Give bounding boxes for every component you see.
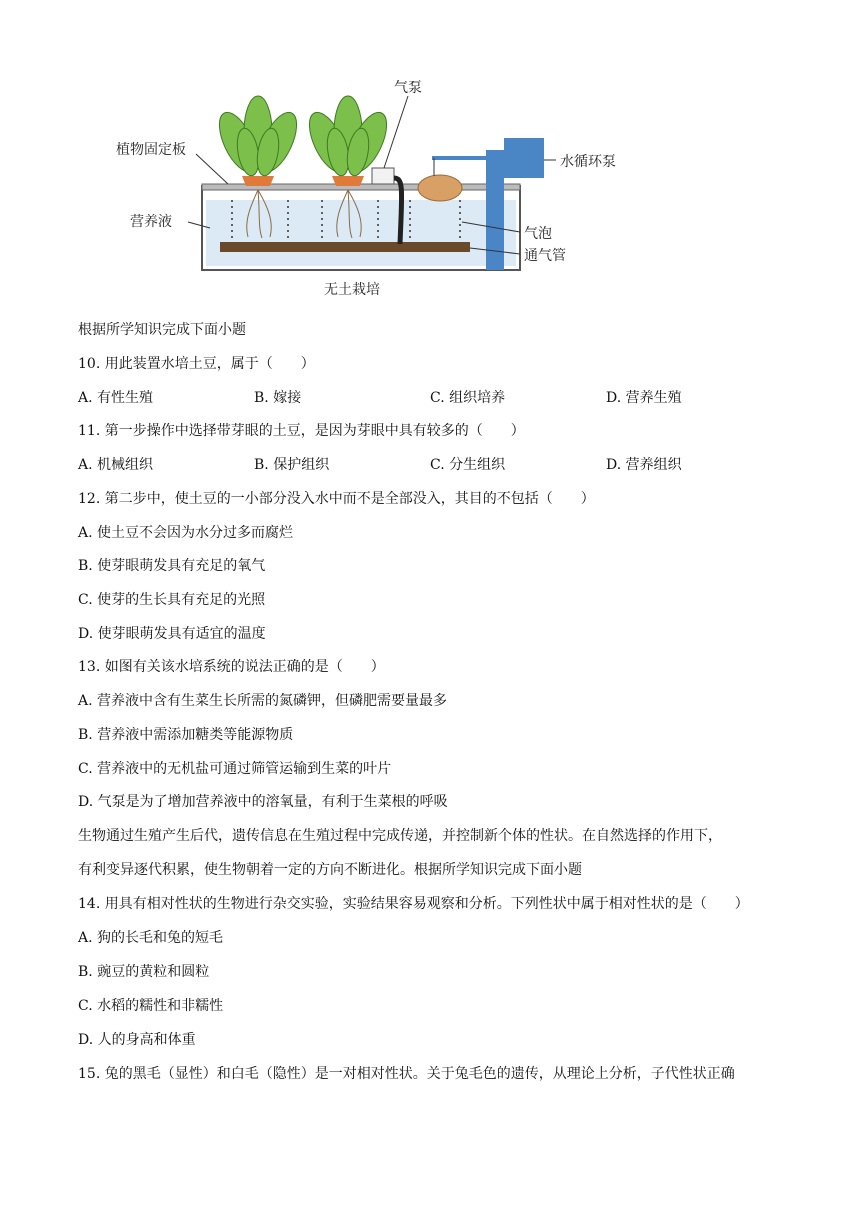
q10-option-a: A. 有性生殖 [78,390,154,406]
q12-option-b: B. 使芽眼萌发具有充足的氧气 [78,558,266,574]
q13-option-d: D. 气泵是为了增加营养液中的溶氧量，有利于生菜根的呼吸 [78,794,448,810]
q14-option-a: A. 狗的长毛和兔的短毛 [78,930,224,946]
label-water-pump: 水循环泵 [560,154,616,170]
q12-option-c: C. 使芽的生长具有充足的光照 [78,592,266,608]
hydroponics-figure [110,72,650,304]
potato-shape [418,175,462,201]
q11-option-c: C. 分生组织 [430,457,506,473]
intro-text-1: 根据所学知识完成下面小题 [78,322,246,338]
q11-option-b: B. 保护组织 [254,457,330,473]
pump-body [504,138,544,178]
lettuce-right [302,96,394,177]
question-10-stem: 10. 用此装置水培土豆，属于（ ） [78,356,315,372]
q11-option-d: D. 营养组织 [606,457,682,473]
air-pump-box [372,168,394,184]
figure-caption: 无土栽培 [324,282,380,298]
q13-option-b: B. 营养液中需添加糖类等能源物质 [78,727,294,743]
q10-option-c: C. 组织培养 [430,390,506,406]
label-air-tube: 通气管 [524,248,566,264]
q10-option-d: D. 营养生殖 [606,390,682,406]
label-plant-board: 植物固定板 [116,142,186,158]
pump-outlet [432,156,488,160]
air-tube-shape [220,242,470,252]
q12-option-d: D. 使芽眼萌发具有适宜的温度 [78,626,266,642]
label-nutrient: 营养液 [130,214,172,230]
lettuce-left [212,96,304,177]
pot-left [242,176,274,186]
label-bubbles: 气泡 [524,226,552,242]
q14-option-c: C. 水稻的糯性和非糯性 [78,998,224,1014]
q11-option-a: A. 机械组织 [78,457,154,473]
label-air-pump: 气泵 [394,80,422,96]
question-15-stem: 15. 兔的黑毛（显性）和白毛（隐性）是一对相对性状。关于兔毛色的遗传，从理论上分析，子代性状正确 [78,1066,735,1082]
hydroponics-diagram [110,72,650,304]
question-13-stem: 13. 如图有关该水培系统的说法正确的是（ ） [78,659,385,675]
intro-text-2-line-1: 生物通过生殖产生后代，遗传信息在生殖过程中完成传递，并控制新个体的性状。在自然选择的作用下， [78,828,722,844]
question-11-stem: 11. 第一步操作中选择带芽眼的土豆，是因为芽眼中具有较多的（ ） [78,423,525,439]
question-14-stem: 14. 用具有相对性状的生物进行杂交实验，实验结果容易观察和分析。下列性状中属于相对性状的是（ ） [78,896,749,912]
q14-option-d: D. 人的身高和体重 [78,1032,196,1048]
q14-option-b: B. 豌豆的黄粒和圆粒 [78,964,210,980]
q13-option-a: A. 营养液中含有生菜生长所需的氮磷钾，但磷肥需要量最多 [78,693,448,709]
question-12-stem: 12. 第二步中，使土豆的一小部分没入水中而不是全部没入，其目的不包括（ ） [78,491,595,507]
q13-option-c: C. 营养液中的无机盐可通过筛管运输到生菜的叶片 [78,761,392,777]
intro-text-2-line-2: 有利变异逐代积累，使生物朝着一定的方向不断进化。根据所学知识完成下面小题 [78,862,582,878]
q10-option-b: B. 嫁接 [254,390,302,406]
pot-right [332,176,364,186]
q12-option-a: A. 使土豆不会因为水分过多而腐烂 [78,525,294,541]
